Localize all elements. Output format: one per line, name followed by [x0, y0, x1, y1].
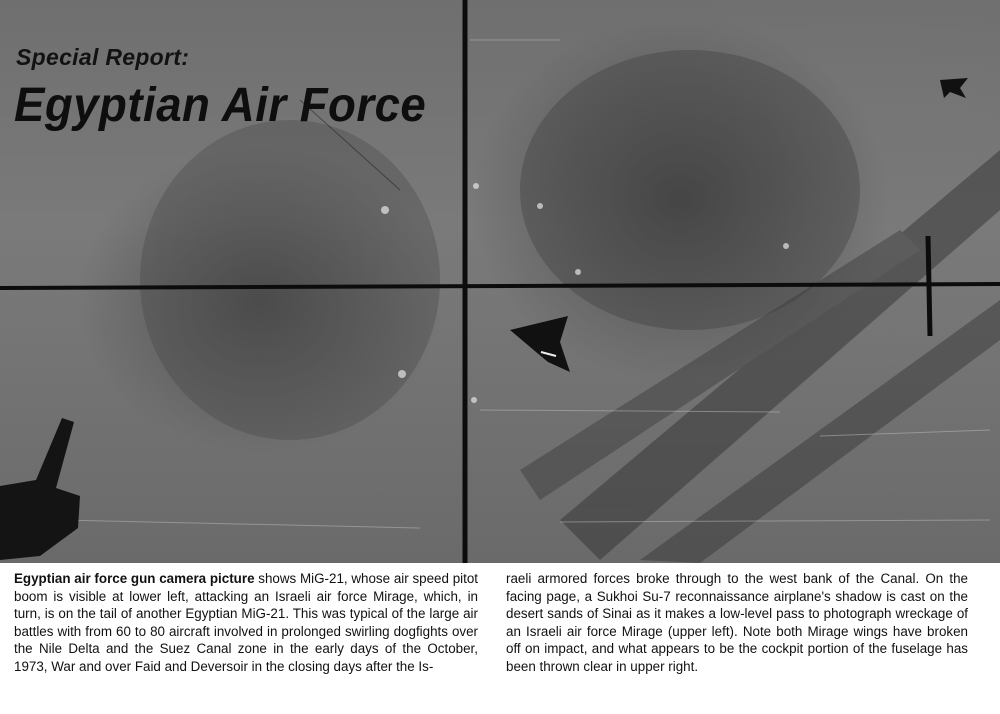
page-title: Egyptian Air Force	[14, 79, 427, 132]
dark-haze	[520, 50, 860, 330]
mig-aircraft-icon	[940, 78, 968, 98]
pitot-boom-icon	[0, 418, 80, 560]
caption-column-right	[506, 570, 968, 676]
report-label: Special Report:	[16, 44, 190, 70]
mirage-aircraft-icon	[510, 316, 570, 372]
dark-haze	[140, 120, 440, 440]
caption-lead: Egyptian air force gun camera picture	[14, 571, 255, 586]
range-marker	[928, 236, 930, 336]
caption-body-left: shows MiG-21, whose air speed pitot boom is visible at lower left, attacking an Israeli air force Mirage, which, in turn, is on the tail of another Egyptian MiG-21. This was typical of the large air battles with from 60 to 80 aircraft involved in prolonged swirling dogfights over the Nile Delta and the Suez Canal zone in the early days of the October, 1973, War and over Faid and Deversoir in the closing days after the Is-	[14, 571, 479, 674]
caption-body-right: raeli armored forces broke through to the west bank of the Canal. On the facing page, a Sukhoi Su-7 reconnaissance airplane's shadow is cast on the desert sands of Sinai as it makes a low-level pass to photograph wreckage of an Israeli air force Mirage (upper left). Note both Mirage wings have broken off on impact, and what appears to be the cockpit portion of the fuselage has been thrown clear in upper right.	[506, 571, 968, 674]
caption-column-left	[14, 570, 478, 676]
